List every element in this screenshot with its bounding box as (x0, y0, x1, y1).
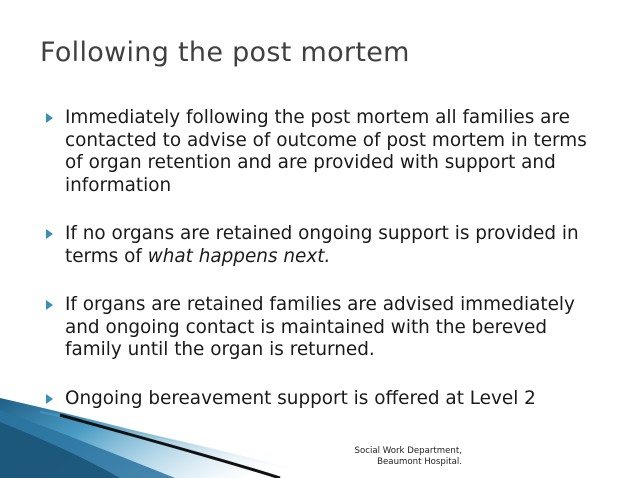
triangle-bullet-icon (46, 113, 53, 123)
footer-hospital: Beaumont Hospital. (377, 457, 462, 467)
bullet-item (46, 388, 606, 411)
bullet-item (46, 294, 606, 362)
slide-footer (355, 446, 462, 468)
triangle-bullet-icon (46, 229, 53, 239)
bullet-item (46, 107, 606, 197)
bullet-text-italic: what happens next. (147, 245, 331, 267)
bullet-text (65, 223, 606, 268)
bullet-text: Ongoing bereavement support is offered at Level 2 (65, 388, 536, 409)
bullet-text: If organs are retained families are advised immediately and ongoing contact is maintained with the bereved family until the organ is returned. (65, 294, 575, 360)
footer-department: Social Work Department, (354, 446, 462, 456)
slide-title: Following the post mortem (40, 37, 410, 68)
triangle-bullet-icon (46, 394, 53, 404)
triangle-bullet-icon (46, 300, 53, 310)
bullet-item (46, 223, 606, 268)
bullet-text-plain: If no organs are retained ongoing support is provided in terms of (65, 223, 579, 267)
bullet-text: Immediately following the post mortem all families are contacted to advise of outcome of post mortem in terms of organ retention and are provided with support and information (65, 107, 587, 196)
